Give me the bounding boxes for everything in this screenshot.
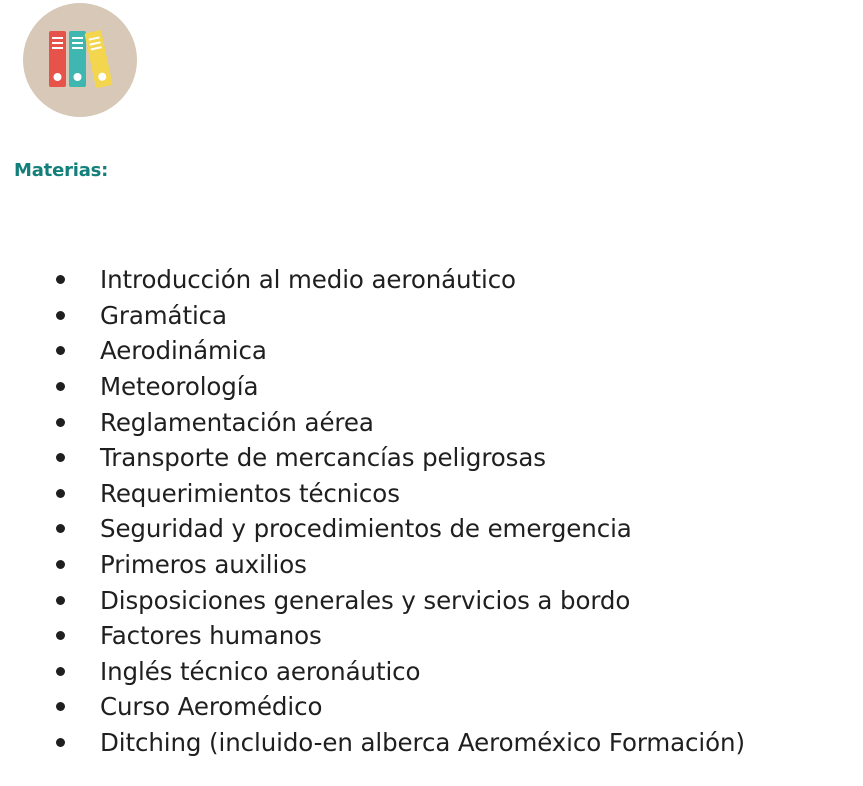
list-item — [56, 476, 745, 512]
bullet-icon — [56, 418, 65, 427]
list-item — [56, 298, 745, 334]
list-item — [56, 440, 745, 476]
subject-label: Meteorología — [100, 372, 259, 402]
subject-label: Factores humanos — [100, 621, 322, 651]
list-item — [56, 369, 745, 405]
subject-label: Inglés técnico aeronáutico — [100, 656, 421, 686]
list-item — [56, 689, 745, 725]
subject-list — [56, 262, 745, 760]
list-item — [56, 511, 745, 547]
bullet-icon — [56, 596, 65, 605]
subject-label: Introducción al medio aeronáutico — [100, 265, 516, 295]
bullet-icon — [56, 631, 65, 640]
subject-label: Primeros auxilios — [100, 550, 307, 580]
list-item — [56, 404, 745, 440]
bullet-icon — [56, 667, 65, 676]
bullet-icon — [56, 560, 65, 569]
list-item — [56, 547, 745, 583]
list-item — [56, 333, 745, 369]
list-item — [56, 618, 745, 654]
binders-icon — [23, 3, 137, 117]
subject-label: Seguridad y procedimientos de emergencia — [100, 514, 632, 544]
subject-label: Requerimientos técnicos — [100, 478, 400, 508]
list-item — [56, 582, 745, 618]
bullet-icon — [56, 702, 65, 711]
section-heading: Materias: — [14, 160, 109, 181]
list-item — [56, 262, 745, 298]
bullet-icon — [56, 453, 65, 462]
bullet-icon — [56, 346, 65, 355]
subject-label: Transporte de mercancías peligrosas — [100, 443, 546, 473]
bullet-icon — [56, 382, 65, 391]
subject-label: Reglamentación aérea — [100, 407, 374, 437]
list-item — [56, 654, 745, 690]
subject-label: Gramática — [100, 300, 227, 330]
bullet-icon — [56, 489, 65, 498]
list-item — [56, 725, 745, 761]
bullet-icon — [56, 275, 65, 284]
bullet-icon — [56, 524, 65, 533]
subject-label: Ditching (incluido-en alberca Aeroméxico Formación) — [100, 728, 745, 758]
subject-label: Disposiciones generales y servicios a bordo — [100, 585, 631, 615]
subject-label: Curso Aeromédico — [100, 692, 323, 722]
bullet-icon — [56, 738, 65, 747]
subject-label: Aerodinámica — [100, 336, 267, 366]
bullet-icon — [56, 311, 65, 320]
